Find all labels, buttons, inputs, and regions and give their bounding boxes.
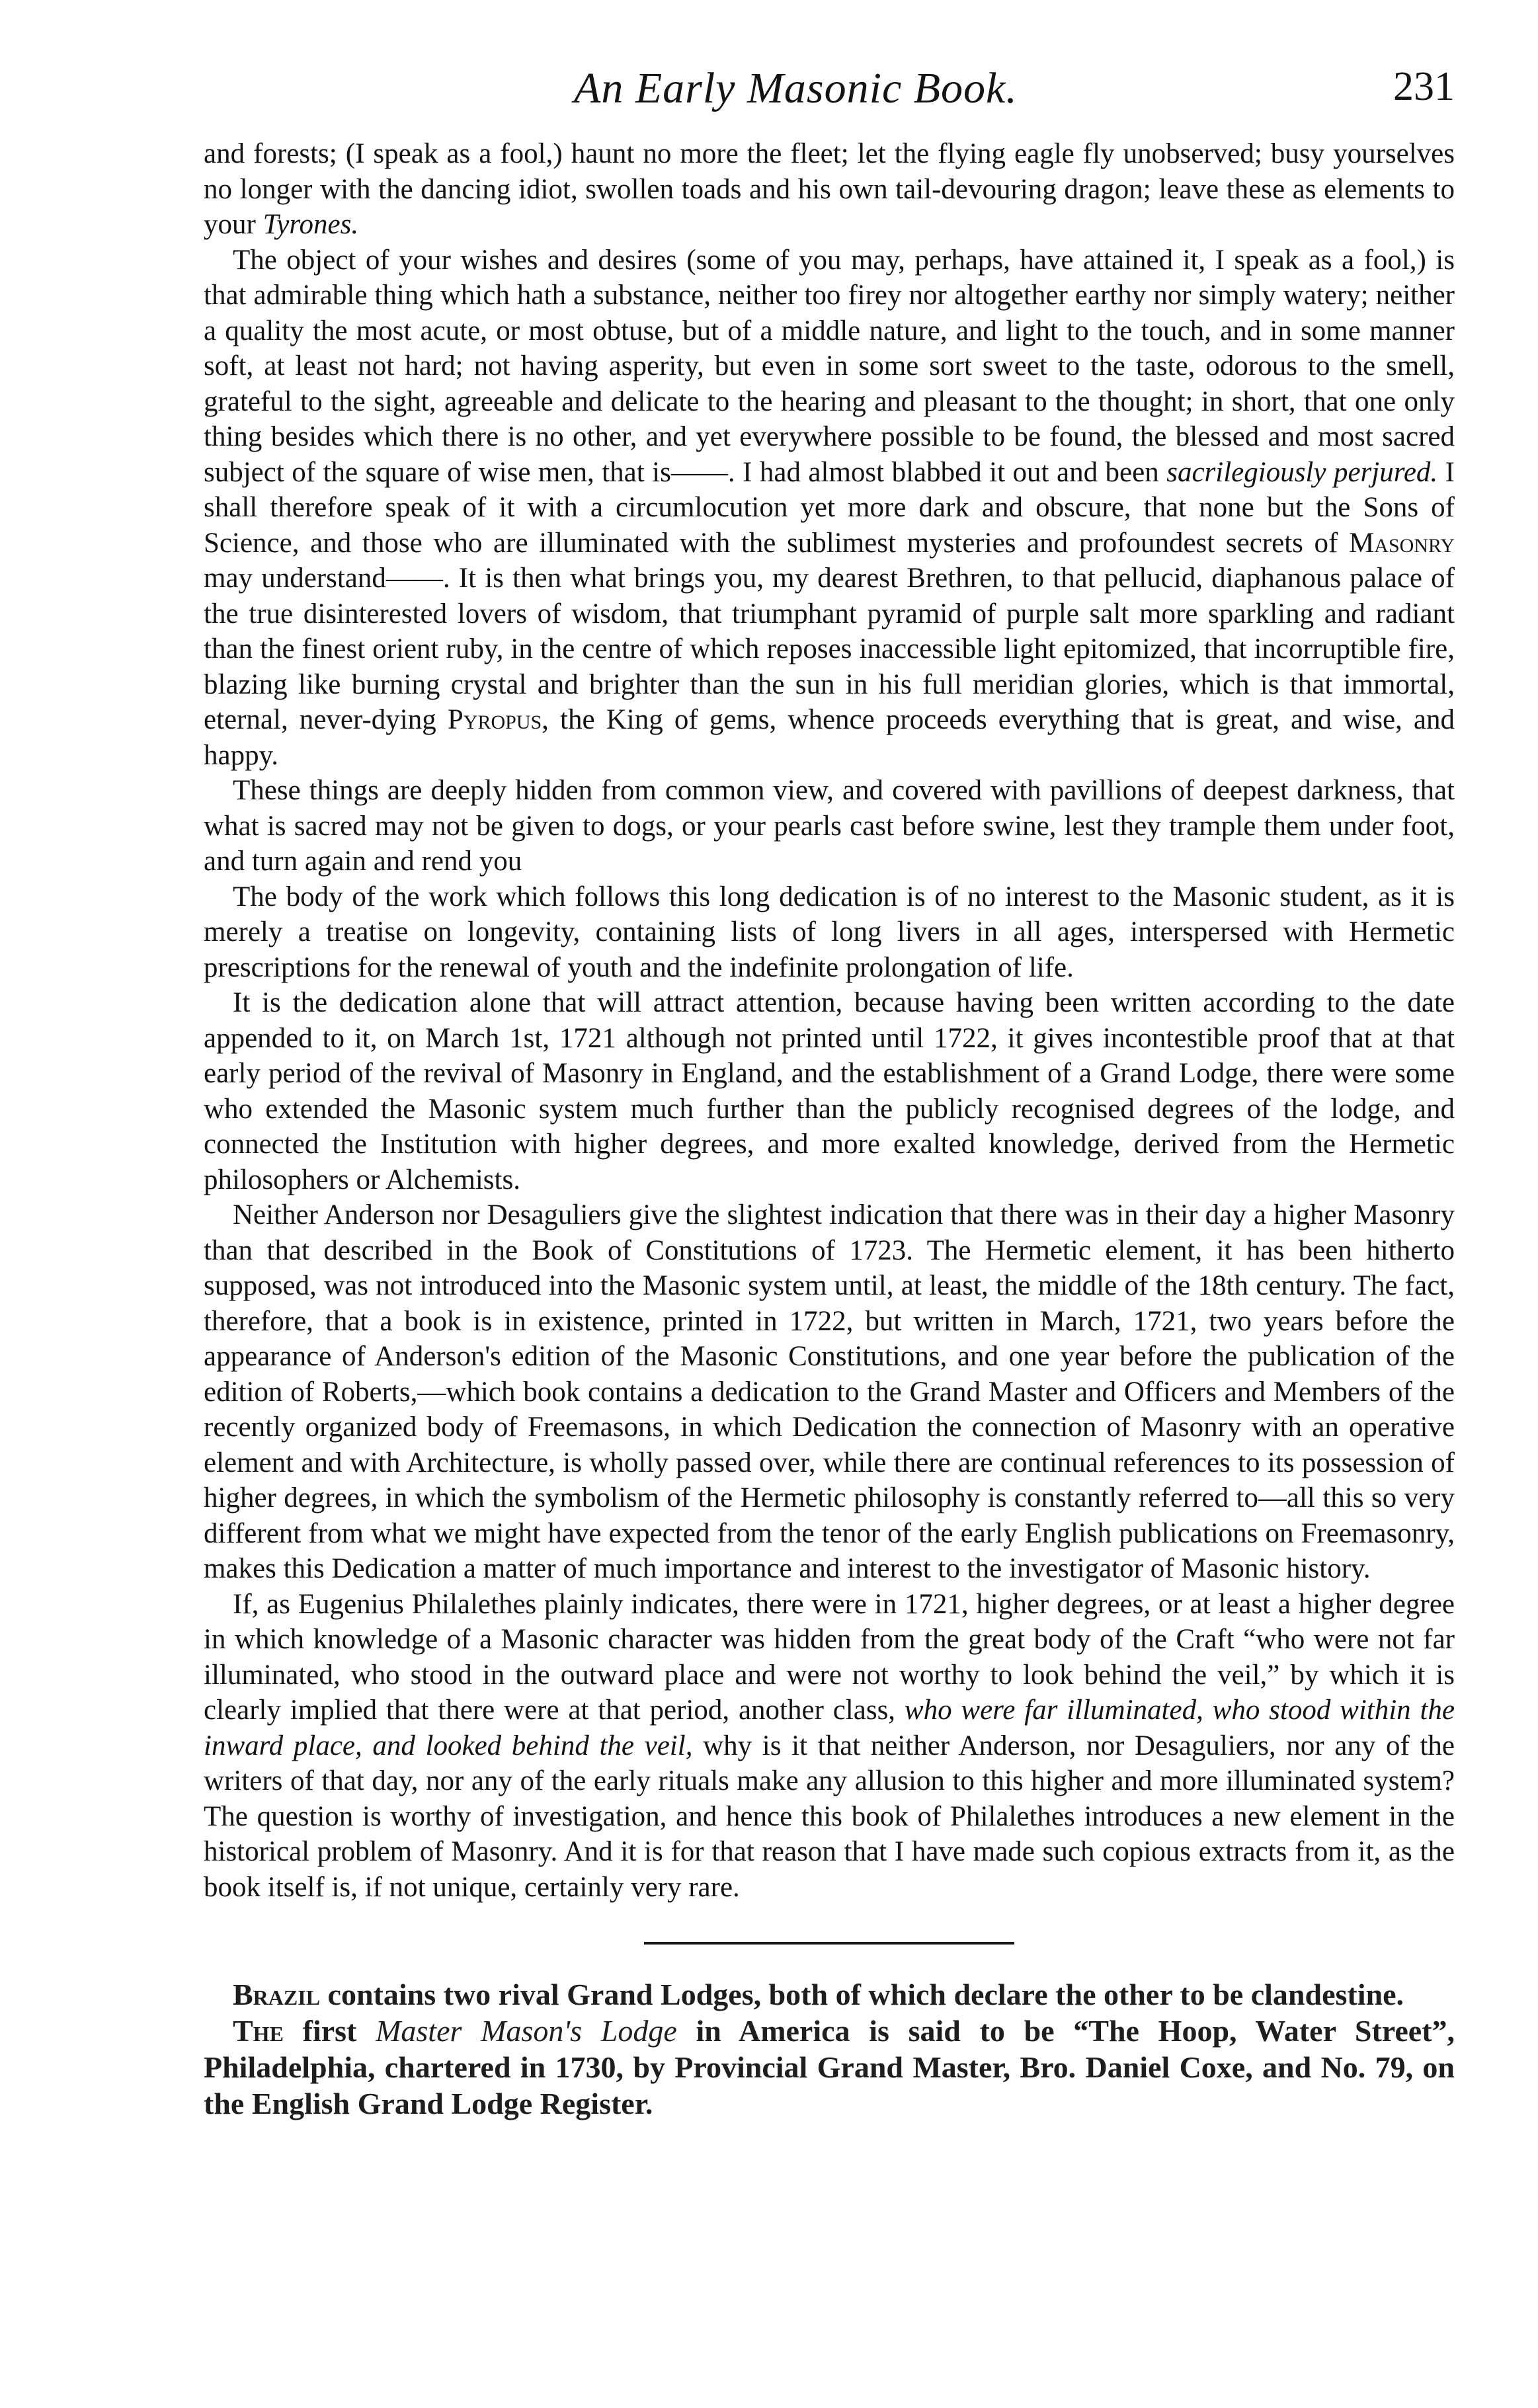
note-brazil-text: contains two rival Grand Lodges, both of which declare the other to be clandestine. [327,1978,1404,2011]
paragraph-7-text: If, as Eugenius Philalethes plainly indicates, there were in 1721, higher degrees, or at least a higher degree in which knowledge of a Masonic character was hidden from the great body of the Craft “who were not far illuminated, who stood in the outward place and were not worthy to look behind the veil,” by which it is clearly implied that there were at that period, another class, [204,1588,1455,1726]
note-brazil-lead: Brazil [233,1978,321,2011]
note-2-text-b: in America is said to be “The Hoop, Water Street”, Philadelphia, chartered in 1730, by Provincial Grand Master, Bro. Daniel Coxe, and No. 79, on the English Grand Lodge Register. [204,2014,1455,2120]
paragraph-2-smallcaps-2: Pyropus, [447,704,549,735]
notes-section [204,1976,1455,2122]
running-head [204,63,1455,136]
paragraph-3: These things are deeply hidden from common view, and covered with pavillions of deepest darkness, that what is sacred may not be given to dogs, or your pearls cast before swine, lest they trample them under foot, and turn again and rend you [204,775,1455,877]
paragraph-1-italic: Tyrones. [263,209,359,240]
paragraph-2-italic: sacrilegiously perjured. [1166,456,1438,488]
body-text [204,136,1455,1905]
note-2-lead: The [233,2014,284,2048]
paragraph-7 [204,1587,1455,1906]
note-2-italic: Master Mason's Lodge [376,2014,677,2048]
paragraph-2-text: The object of your wishes and desires (some of you may, perhaps, have attained it, I speak as a fool,) is that admirable thing which hath a substance, neither too firey nor altogether earthy nor simply watery; neither a quality the most acute, or most obtuse, but of a middle nature, and light to the touch, and in some manner soft, at least not hard; not having asperity, but even in some sort sweet to the taste, odorous to the smell, grateful to the sight, agreeable and delicate to the hearing and pleasant to the thought; in short, that one only thing besides which there is no other, and yet everywhere possible to be found, the blessed and most sacred subject of the square of wise men, that is——. I had almost blabbed it out and been [204,244,1455,488]
paragraph-7-text-b: why is it that neither Anderson, nor Desaguliers, nor any of the writers of that day, nor any of the early rituals make any allusion to this higher and more illuminated system? The question is worthy of investigation, and hence this book of Philalethes introduces a new element in the historical problem of Masonry. And it is for that reason that I have made such copious extracts from it, as the book itself is, if not unique, certainly very rare. [204,1730,1455,1903]
paragraph-2-text-b: I shall therefore speak of it with a circumlocution yet more dark and obscure, that none but the Sons of Science, and those who are illuminated with the sublimest mysteries and profoundest secrets of [204,456,1455,559]
paragraph-4: The body of the work which follows this long dedication is of no interest to the Masonic student, as it is merely a treatise on longevity, containing lists of long livers in all ages, interspersed with Hermetic prescriptions for the renewal of youth and the indefinite prolongation of life. [204,881,1455,983]
book-page [204,63,1455,2122]
paragraph-5: It is the dedication alone that will attract attention, because having been written according to the date appended to it, on March 1st, 1721 although not printed until 1722, it gives incontestible proof that at that early period of the revival of Masonry in England, and the establishment of a Grand Lodge, there were some who extended the Masonic system much further than the publicly recognised degrees of the lodge, and connected the Institution with higher degrees, and more exalted knowledge, derived from the Hermetic philosophers or Alchemists. [204,987,1455,1195]
paragraph-6: Neither Anderson nor Desaguliers give the slightest indication that there was in their day a higher Masonry than that described in the Book of Constitutions of 1723. The Hermetic element, it has been hitherto supposed, was not introduced into the Masonic system until, at least, the middle of the 18th century. The fact, therefore, that a book is in existence, printed in 1722, but written in March, 1721, two years before the appearance of Anderson's edition of the Masonic Constitutions, and one year before the publication of the edition of Roberts,—which book contains a dedication to the Grand Master and Officers and Members of the recently organized body of Freemasons, in which Dedication the connection of Masonry with an operative element and with Architecture, is wholly passed over, while there are continual references to its possession of higher degrees, in which the symbolism of the Hermetic philosophy is constantly referred to—all this so very different from what we might have expected from the tenor of the early English publications on Freemasonry, makes this Dedication a matter of much importance and interest to the investigator of Masonic history. [204,1199,1455,1584]
note-brazil [204,1976,1455,2013]
page-number: 231 [1393,64,1455,109]
paragraph-1-text: and forests; (I speak as a fool,) haunt no more the fleet; let the flying eagle fly unobserved; busy yourselves no longer with the dancing idiot, swollen toads and his own tail-devouring dragon; leave these as elements to your [204,138,1455,240]
paragraph-1 [204,136,1455,243]
note-master-masons-lodge [204,2013,1455,2122]
paragraph-2-text-c: may understand——. It is then what brings you, my dearest Brethren, to that pellucid, diaphanous palace of the true disinterested lovers of wisdom, that triumphant pyramid of purple salt more sparkling and radiant than the finest orient ruby, in the centre of which reposes inaccessible light epitomized, that incorruptible fire, blazing like burning crystal and brighter than the sun in his full meridian glories, which is that immortal, eternal, never-dying [204,563,1455,735]
section-divider [644,1942,1014,1945]
running-title: An Early Masonic Book. [574,64,1018,112]
paragraph-2-smallcaps: Masonry [1349,527,1455,559]
paragraph-2 [204,243,1455,774]
paragraph-7-italic: who were far illuminated, who stood within the inward place, and looked behind the veil, [204,1695,1455,1761]
note-2-text-a: first [302,2014,357,2048]
paragraph-2-text-d: the King of gems, whence proceeds everything that is great, and wise, and happy. [204,704,1455,771]
